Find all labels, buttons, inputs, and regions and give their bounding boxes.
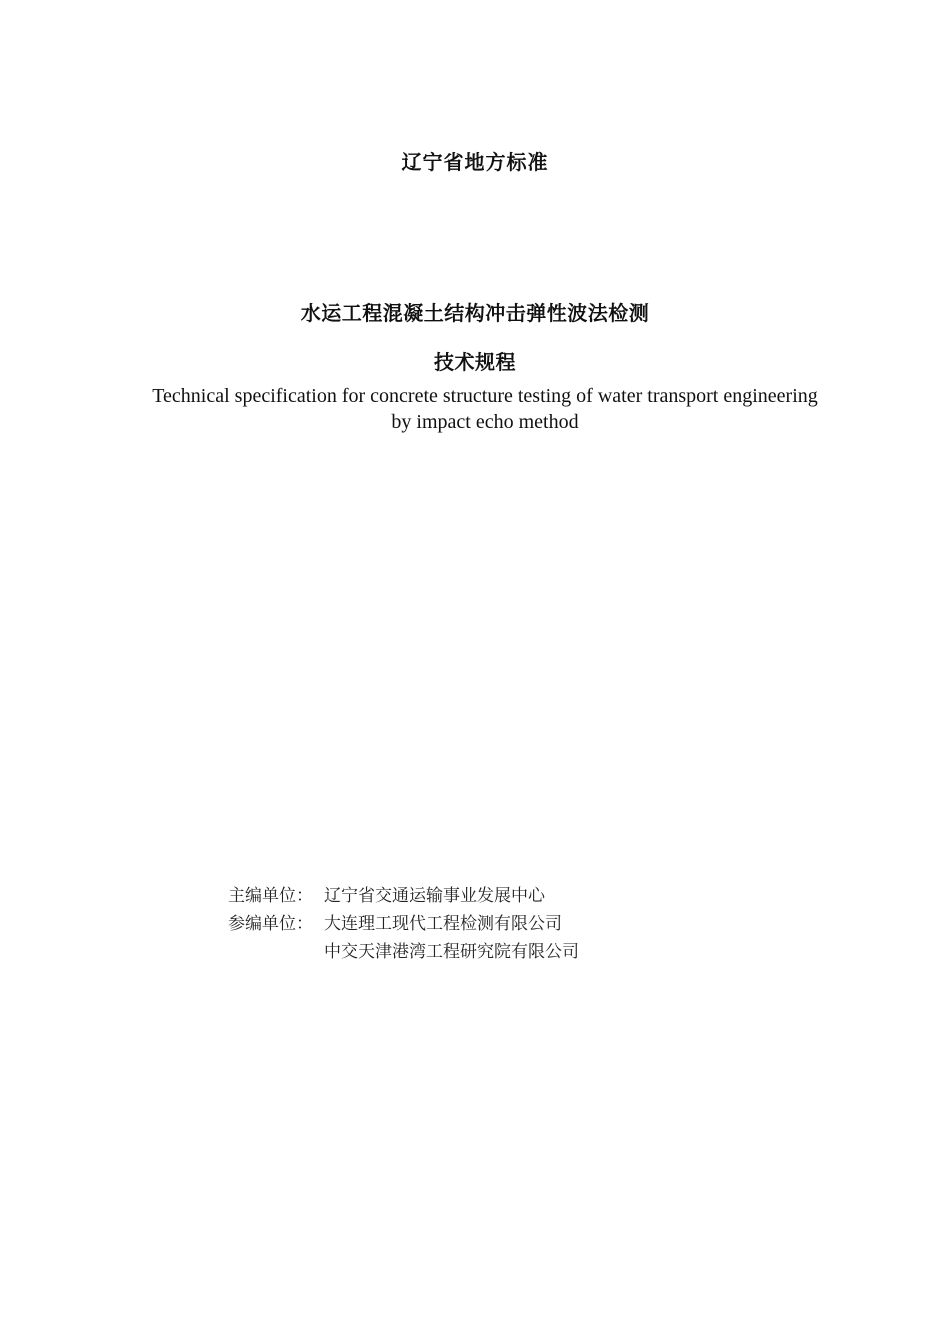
title-chinese-line2: 技术规程 [434, 350, 516, 374]
participating-unit-row [228, 910, 579, 938]
title-english-line2: by impact echo method [391, 411, 579, 433]
title-english-line1: Technical specification for concrete structure testing of water transport engineering [152, 385, 818, 407]
chief-unit-row [228, 882, 579, 910]
chief-unit-name: 辽宁省交通运输事业发展中心 [324, 886, 545, 906]
participating-unit-label: 参编单位： [228, 914, 313, 934]
participating-unit-row [228, 938, 579, 966]
title-chinese-line1: 水运工程混凝土结构冲击弹性波法检测 [300, 301, 650, 325]
chief-unit-label: 主编单位： [228, 886, 313, 906]
compiling-units [228, 882, 579, 966]
standard-category: 辽宁省地方标准 [401, 150, 549, 174]
title-english [60, 383, 910, 435]
participating-unit-name: 大连理工现代工程检测有限公司 [324, 914, 562, 934]
participating-unit-name: 中交天津港湾工程研究院有限公司 [324, 942, 579, 962]
